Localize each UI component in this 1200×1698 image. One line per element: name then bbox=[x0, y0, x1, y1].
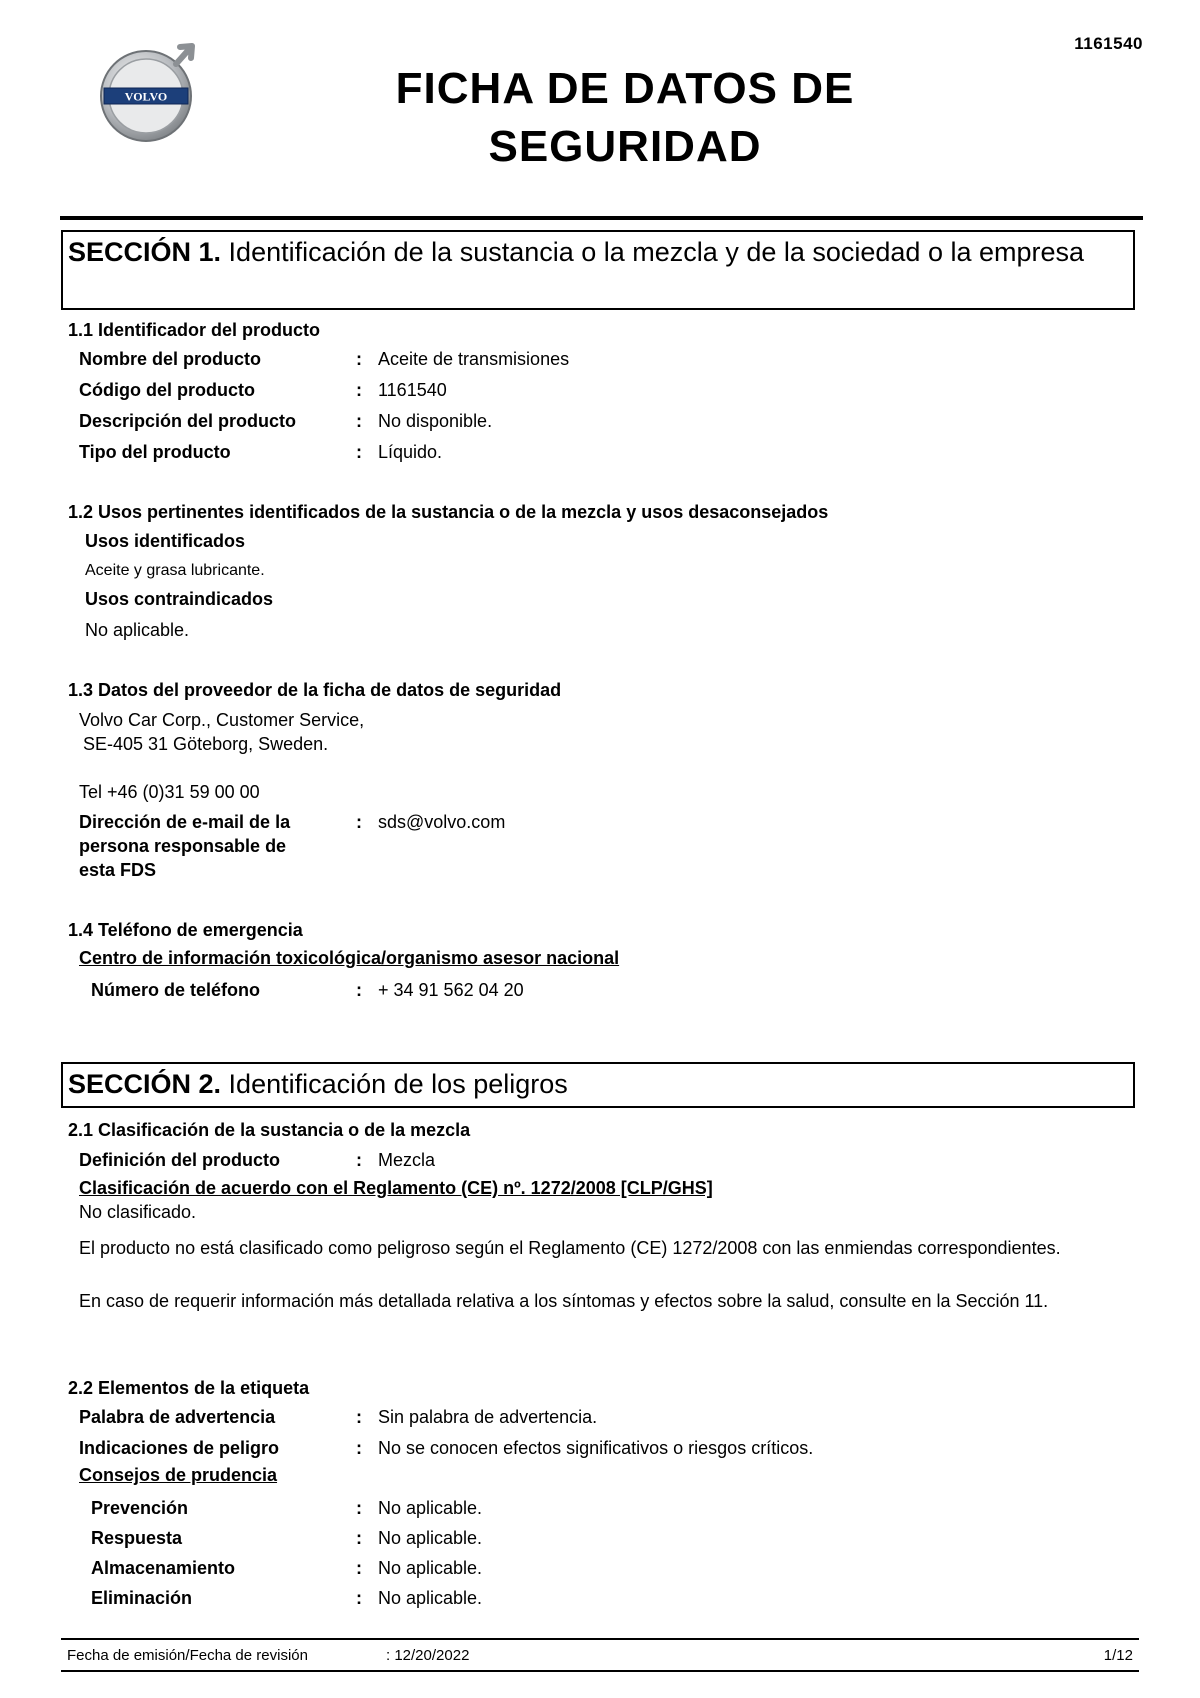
contraindicated-uses-label: Usos contraindicados bbox=[85, 589, 274, 609]
email-label-line-2: persona responsable de bbox=[79, 836, 287, 856]
colon: : bbox=[356, 380, 362, 400]
product-name-value: Aceite de transmisiones bbox=[378, 349, 570, 369]
subsection-1-1-title: 1.1 Identificador del producto bbox=[68, 320, 321, 340]
product-code-label: Código del producto bbox=[79, 380, 255, 400]
page-footer bbox=[61, 1638, 1139, 1672]
hazard-statements-label: Indicaciones de peligro bbox=[79, 1438, 280, 1458]
title-line-2: SEGURIDAD bbox=[488, 122, 762, 171]
subsection-2-2-title: 2.2 Elementos de la etiqueta bbox=[68, 1378, 310, 1398]
section-2-number: SECCIÓN 2. bbox=[68, 1069, 222, 1099]
colon: : bbox=[356, 1558, 362, 1578]
precautionary-statements-label: Consejos de prudencia bbox=[79, 1465, 278, 1485]
colon: : bbox=[356, 1438, 362, 1458]
section-2-title: Identificación de los peligros bbox=[221, 1069, 568, 1099]
response-label: Respuesta bbox=[91, 1528, 183, 1548]
not-classified-text: No clasificado. bbox=[79, 1202, 197, 1222]
colon: : bbox=[356, 442, 362, 462]
issue-date-value: : 12/20/2022 bbox=[386, 1647, 470, 1664]
subsection-1-2-title: 1.2 Usos pertinentes identificados de la sustancia o de la mezcla y usos desaconsejados bbox=[68, 502, 829, 522]
colon: : bbox=[356, 411, 362, 431]
subsection-2-1-title: 2.1 Clasificación de la sustancia o de la mezcla bbox=[68, 1120, 471, 1140]
classification-paragraph-1: El producto no está clasificado como peligroso según el Reglamento (CE) 1272/2008 con las enmiendas correspondientes. bbox=[79, 1238, 1061, 1258]
signal-word-value: Sin palabra de advertencia. bbox=[378, 1407, 598, 1427]
subsection-1-4-title: 1.4 Teléfono de emergencia bbox=[68, 920, 303, 940]
colon: : bbox=[356, 1407, 362, 1427]
section-1-heading bbox=[61, 230, 1135, 310]
colon: : bbox=[356, 980, 362, 1000]
colon: : bbox=[356, 1588, 362, 1608]
title-line-1: FICHA DE DATOS DE bbox=[395, 64, 855, 113]
supplier-telephone: Tel +46 (0)31 59 00 00 bbox=[79, 782, 260, 802]
storage-label: Almacenamiento bbox=[91, 1558, 236, 1578]
prevention-label: Prevención bbox=[91, 1498, 189, 1518]
product-name-label: Nombre del producto bbox=[79, 349, 262, 369]
page-title bbox=[300, 60, 950, 176]
section-2-heading bbox=[61, 1062, 1135, 1108]
identified-uses-value: Aceite y grasa lubricante. bbox=[85, 562, 265, 579]
header-rule bbox=[60, 216, 1143, 220]
product-type-value: Líquido. bbox=[378, 442, 443, 462]
product-type-label: Tipo del producto bbox=[79, 442, 231, 462]
product-description-value: No disponible. bbox=[378, 411, 493, 431]
product-description-label: Descripción del producto bbox=[79, 411, 297, 431]
section-1-title: Identificación de la sustancia o la mezcla y de la sociedad o la empresa bbox=[221, 237, 1085, 267]
emergency-phone-value: + 34 91 562 04 20 bbox=[378, 980, 524, 1000]
supplier-address-line-1: Volvo Car Corp., Customer Service, bbox=[79, 710, 365, 730]
identified-uses-label: Usos identificados bbox=[85, 531, 246, 551]
colon: : bbox=[356, 1150, 362, 1170]
emergency-phone-label: Número de teléfono bbox=[91, 980, 261, 1000]
subsection-1-3-title: 1.3 Datos del proveedor de la ficha de datos de seguridad bbox=[68, 680, 562, 700]
page-number: 1/12 bbox=[1103, 1647, 1133, 1664]
colon: : bbox=[356, 349, 362, 369]
document-number: 1161540 bbox=[1074, 34, 1143, 53]
response-value: No aplicable. bbox=[378, 1528, 483, 1548]
product-definition-value: Mezcla bbox=[378, 1150, 436, 1170]
regulation-classification-label: Clasificación de acuerdo con el Reglamento (CE) nº. 1272/2008 [CLP/GHS] bbox=[79, 1178, 713, 1198]
storage-value: No aplicable. bbox=[378, 1558, 483, 1578]
contraindicated-uses-value: No aplicable. bbox=[85, 620, 190, 640]
email-label bbox=[79, 810, 290, 882]
poison-center-label: Centro de información toxicológica/organismo asesor nacional bbox=[79, 948, 620, 968]
prevention-value: No aplicable. bbox=[378, 1498, 483, 1518]
classification-paragraph-2: En caso de requerir información más detallada relativa a los síntomas y efectos sobre la salud, consulte en la Sección 11. bbox=[79, 1291, 1049, 1311]
product-definition-label: Definición del producto bbox=[79, 1150, 280, 1170]
disposal-value: No aplicable. bbox=[378, 1588, 483, 1608]
issue-date-label: Fecha de emisión/Fecha de revisión bbox=[67, 1647, 308, 1664]
email-label-line-1: Dirección de e-mail de la bbox=[79, 812, 291, 832]
email-value[interactable]: sds@volvo.com bbox=[378, 812, 506, 832]
colon: : bbox=[356, 1528, 362, 1548]
logo-wordmark: VOLVO bbox=[124, 89, 168, 104]
colon: : bbox=[356, 812, 362, 832]
volvo-logo bbox=[96, 38, 206, 148]
signal-word-label: Palabra de advertencia bbox=[79, 1407, 276, 1427]
product-code-value: 1161540 bbox=[378, 380, 447, 400]
section-1-number: SECCIÓN 1. bbox=[68, 237, 222, 267]
supplier-address-line-2: SE-405 31 Göteborg, Sweden. bbox=[83, 734, 329, 754]
hazard-statements-value: No se conocen efectos significativos o riesgos críticos. bbox=[378, 1438, 814, 1458]
email-label-line-3: esta FDS bbox=[79, 860, 157, 880]
disposal-label: Eliminación bbox=[91, 1588, 193, 1608]
colon: : bbox=[356, 1498, 362, 1518]
